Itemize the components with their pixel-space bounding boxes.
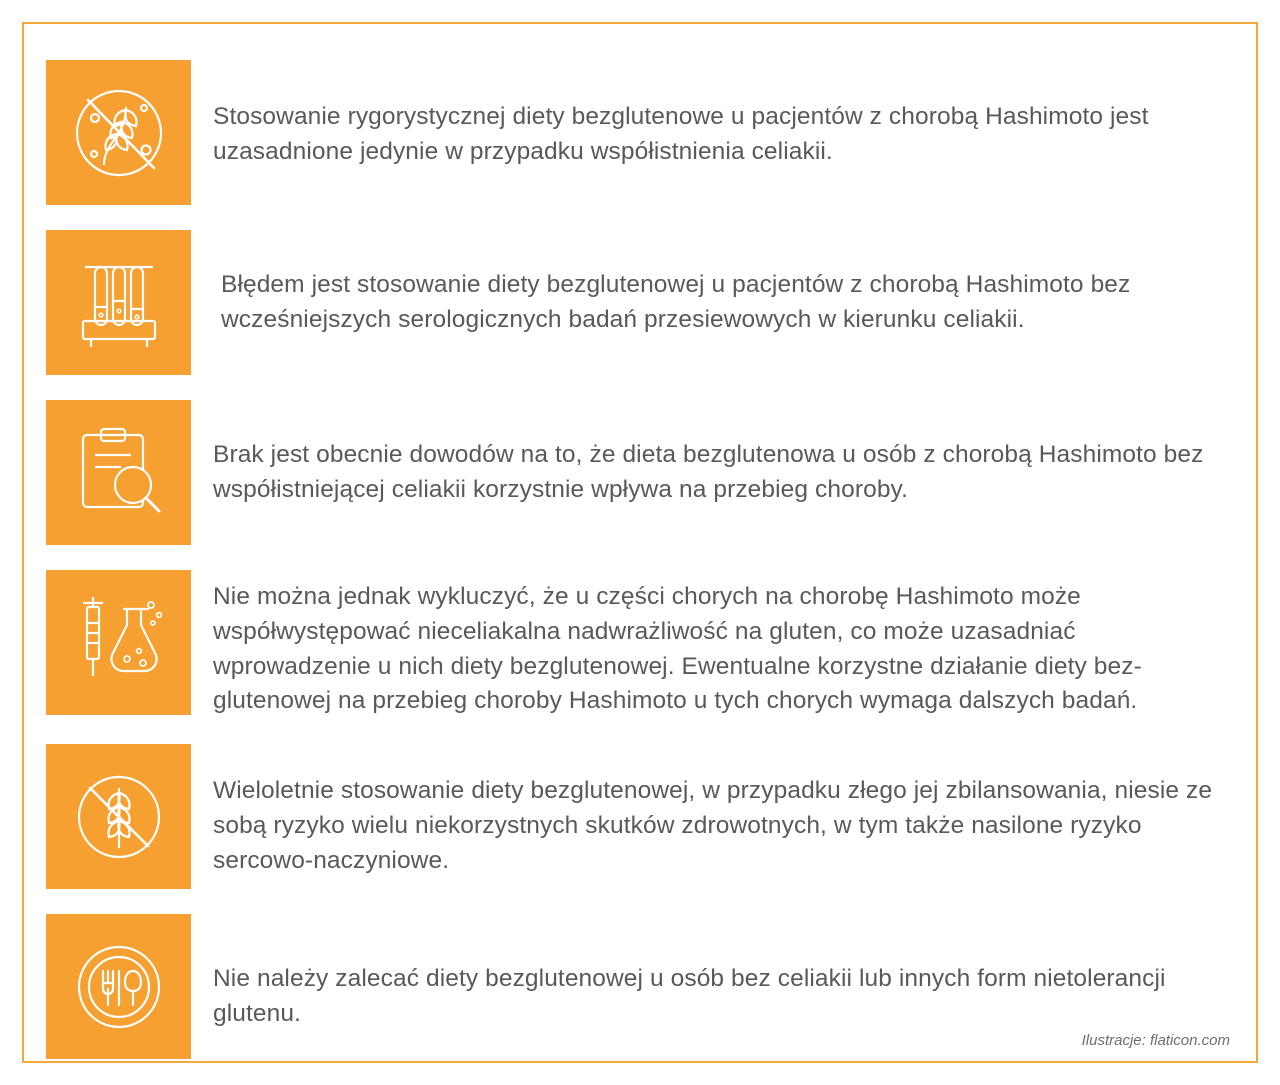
clipboard-magnifier-icon	[46, 400, 191, 545]
list-item	[46, 570, 1234, 719]
list-item	[46, 60, 1234, 205]
list-item-text: Brak jest obecnie dowodów na to, że dieta bezglutenowa u osób z chorobą Hashimoto bez współistniejącej celiakii korzystnie wpływa na przebieg choroby.	[213, 441, 1204, 503]
list-item-text: Nie można jednak wykluczyć, że u części chorych na chorobę Hashimoto może współwystępować nieceliakalna nadwrażliwość na gluten, co może uzasadniać wprowadzenie u nich diety bezglutenowej. Ewentualne korzystne działanie diety bez-glutenowej na przebieg choroby Hashimoto u tych chorych wymaga dalszych badań.	[213, 583, 1142, 715]
list-item	[46, 914, 1234, 1059]
test-tubes-rack-icon	[46, 230, 191, 375]
list-item-text: Błędem jest stosowanie diety bezglutenowej u pacjentów z chorobą Hashimoto bez wcześniejszych serologicznych badań przesiewowych w kierunku celiakii.	[221, 271, 1131, 333]
syringe-flask-icon	[46, 570, 191, 715]
list-item	[46, 744, 1234, 889]
list-item	[46, 400, 1234, 545]
slide-content	[46, 60, 1234, 1025]
plate-cutlery-icon	[46, 914, 191, 1059]
list-item	[46, 230, 1234, 375]
wheat-crossed-out-icon	[46, 60, 191, 205]
gluten-free-wheat-icon	[46, 744, 191, 889]
list-item-text: Wieloletnie stosowanie diety bezglutenowej, w przypadku złego jej zbilansowania, niesie ze sobą ryzyko wielu niekorzystnych skutków zdrowotnych, w tym także nasilone ryzyko sercowo-naczyniowe.	[213, 777, 1213, 874]
list-item-text: Stosowanie rygorystycznej diety bezglutenowe u pacjentów z chorobą Hashimoto jest uzasadnione jedynie w przypadku współistnienia celiakii.	[213, 103, 1149, 165]
list-item-text: Nie należy zalecać diety bezglutenowej u osób bez celiakii lub innych form nietolerancji glutenu.	[213, 965, 1166, 1027]
credit-text: Ilustracje: flaticon.com	[1081, 1032, 1230, 1049]
